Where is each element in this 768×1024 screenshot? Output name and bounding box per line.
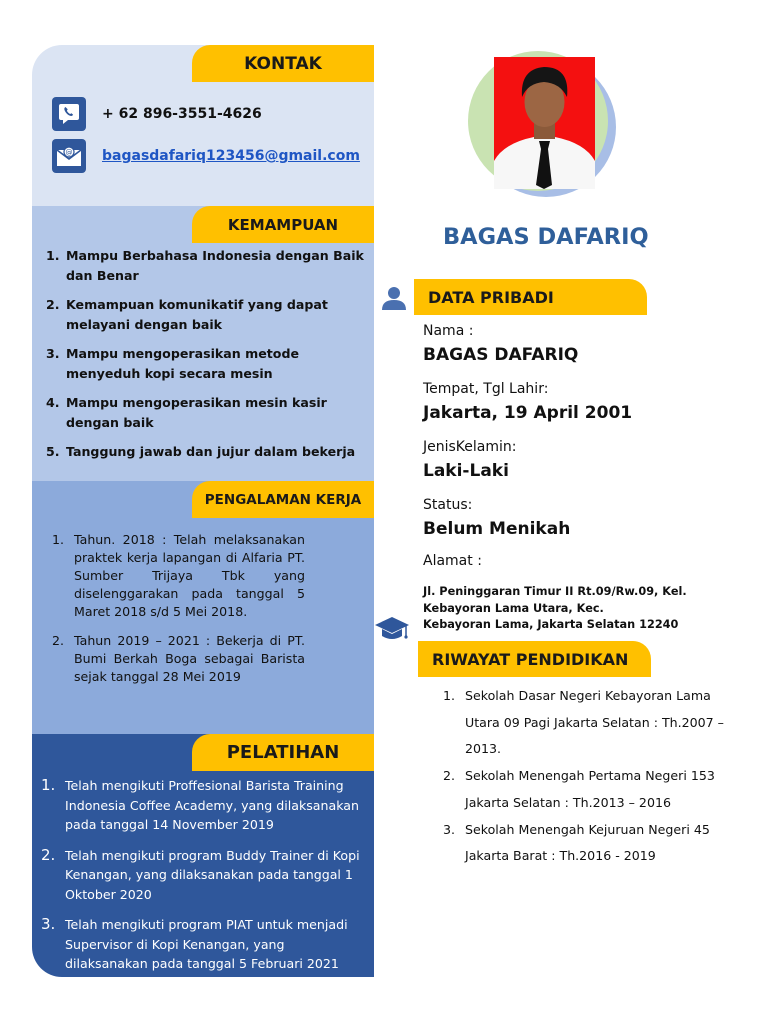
experience-list	[74, 531, 305, 697]
svg-text:@: @	[65, 148, 73, 157]
personal-title: DATA PRIBADI	[414, 279, 647, 315]
birth-label: Tempat, Tgl Lahir:	[423, 381, 549, 397]
status-value: Belum Menikah	[423, 519, 571, 539]
name-label: Nama :	[423, 323, 474, 339]
skill-item: Mampu Berbahasa Indonesia dengan Baik dan Benar	[66, 248, 364, 283]
education-item: Sekolah Menengah Pertama Negeri 153 Jakarta Selatan : Th.2013 – 2016	[465, 768, 715, 810]
gender-value: Laki-Laki	[423, 461, 509, 481]
experience-item: Tahun 2019 – 2021 : Bekerja di PT. Bumi Berkah Boga sebagai Barista sejak tanggal 28 Mei 2019	[74, 633, 305, 684]
address-line: Kebayoran Lama, Jakarta Selatan 12240	[423, 618, 679, 631]
status-label: Status:	[423, 497, 473, 513]
experience-item: Tahun. 2018 : Telah melaksanakan praktek kerja lapangan di Alfaria PT. Sumber Trijaya Tbk yang diselenggarakan pada tanggal 5 Maret 2018 s/d 5 Mei 2018.	[74, 532, 305, 619]
person-icon	[380, 284, 408, 312]
training-section	[32, 734, 374, 977]
email-row	[52, 139, 360, 173]
phone-row	[52, 97, 262, 131]
contact-section	[32, 45, 374, 206]
experience-title: PENGALAMAN KERJA	[192, 481, 374, 518]
address-label: Alamat :	[423, 553, 482, 569]
education-item: Sekolah Dasar Negeri Kebayoran Lama Utara 09 Pagi Jakarta Selatan : Th.2007 – 2013.	[465, 688, 724, 757]
candidate-name: BAGAS DAFARIQ	[443, 224, 649, 250]
graduation-cap-icon	[374, 614, 410, 644]
gender-label: JenisKelamin:	[423, 439, 517, 455]
email-link[interactable]: bagasdafariq123456@gmail.com	[102, 148, 360, 164]
skill-item: Mampu mengoperasikan mesin kasir dengan baik	[66, 395, 327, 430]
phone-icon	[52, 97, 86, 131]
profile-photo	[494, 57, 595, 189]
training-item: Telah mengikuti program PIAT untuk menjadi Supervisor di Kopi Kenangan, yang dilaksanakan pada tanggal 5 Februari 2021	[65, 917, 348, 971]
skills-section	[32, 206, 374, 481]
training-item: Telah mengikuti program Buddy Trainer di Kopi Kenangan, yang dilaksanakan pada tanggal 1 Oktober 2020	[65, 847, 360, 902]
training-title: PELATIHAN	[192, 734, 374, 771]
phone-number: + 62 896-3551-4626	[102, 106, 262, 122]
skill-item: Mampu mengoperasikan metode menyeduh kopi secara mesin	[66, 346, 300, 381]
education-title: RIWAYAT PENDIDIKAN	[418, 641, 651, 677]
experience-section	[32, 481, 374, 734]
training-item: Telah mengikuti Proffesional Barista Training Indonesia Coffee Academy, yang dilaksanakan pada tanggal 14 November 2019	[65, 778, 359, 832]
training-list	[65, 776, 361, 985]
birth-value: Jakarta, 19 April 2001	[423, 403, 633, 423]
name-value: BAGAS DAFARIQ	[423, 345, 579, 365]
education-item: Sekolah Menengah Kejuruan Negeri 45 Jakarta Barat : Th.2016 - 2019	[465, 821, 710, 864]
skill-item: Kemampuan komunikatif yang dapat melayani dengan baik	[66, 297, 328, 332]
contact-title: KONTAK	[192, 45, 374, 82]
address-line: Kebayoran Lama Utara, Kec.	[423, 601, 604, 615]
education-list	[465, 683, 740, 870]
email-icon	[52, 139, 86, 173]
address-line: Jl. Peninggaran Timur II Rt.09/Rw.09, Kel.	[423, 585, 687, 598]
skill-item: Tanggung jawab dan jujur dalam bekerja	[66, 444, 356, 459]
skills-list	[66, 246, 366, 471]
skills-title: KEMAMPUAN	[192, 206, 374, 243]
address-value	[423, 584, 687, 634]
